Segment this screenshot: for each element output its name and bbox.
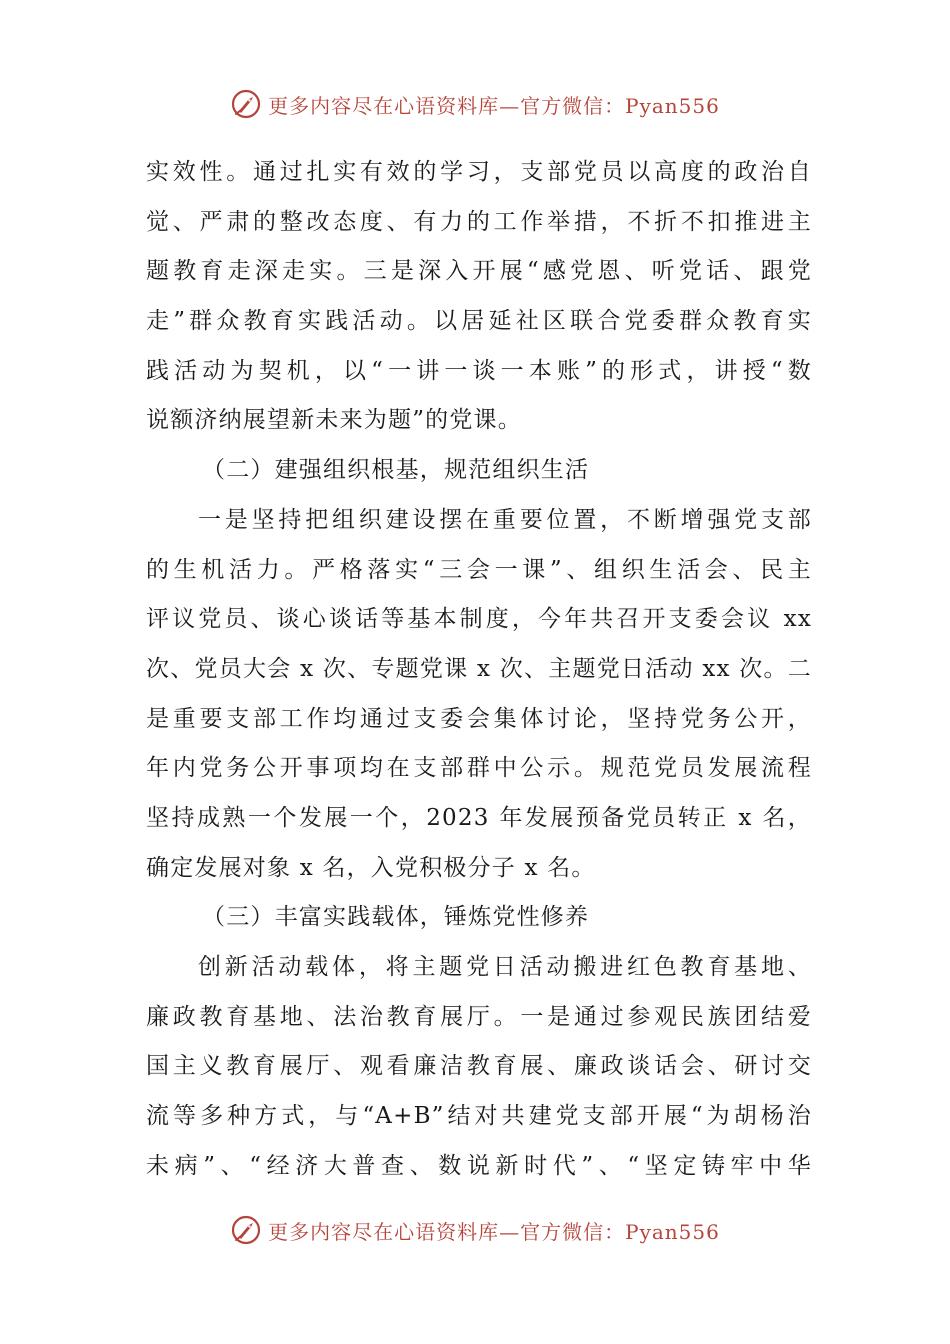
body-line: 确定发展对象 x 名，入党积极分子 x 名。 [146,854,596,881]
body-line: 廉政教育基地、法治教育展厅。一是通过参观民族团结爱 [146,1003,812,1030]
body-line: 流等多种方式，与“A+B”结对共建党支部开展“为胡杨治 [146,1103,812,1130]
body-line: 次、党员大会 x 次、专题党课 x 次、主题党日活动 xx 次。二 [146,655,812,682]
section-heading: （二）建强组织根基，规范组织生活 [202,457,590,484]
fountain-pen-nib-logo-icon [230,1214,262,1246]
body-line: 实效性。通过扎实有效的学习，支部党员以高度的政治自 [146,159,812,185]
body-line: 创新活动载体，将主题党日活动搬进红色教育基地、 [198,954,812,980]
body-line: 年内党务公开事项均在支部群中公示。规范党员发展流程 [146,755,812,782]
document-body [146,148,812,1191]
body-line: 觉、严肃的整改态度、有力的工作举措，不折不扣推进主 [146,208,812,235]
body-line: 题教育走深走实。三是深入开展“感党恩、听党话、跟党 [146,258,812,285]
watermark-text: 更多内容尽在心语资料库—官方微信：Pyan556 [268,1219,720,1244]
watermark-text: 更多内容尽在心语资料库—官方微信：Pyan556 [268,93,720,118]
section-heading: （三）丰富实践载体，锤炼党性修养 [202,904,590,931]
body-line: 践活动为契机，以“一讲一谈一本账”的形式，讲授“数 [146,357,812,384]
body-line: 的生机活力。严格落实“三会一课”、组织生活会、民主 [146,556,812,583]
body-line: 一是坚持把组织建设摆在重要位置，不断增强党支部 [198,506,812,533]
body-line: 评议党员、谈心谈话等基本制度，今年共召开支委会议 xx [146,606,812,633]
body-line: 未病”、“经济大普查、数说新时代”、“坚定铸牢中华 [146,1152,812,1179]
body-line: 说额济纳展望新未来为题”的党课。 [146,407,522,434]
header-watermark [0,84,950,124]
body-line: 国主义教育展厅、观看廉洁教育展、廉政谈话会、研讨交 [146,1053,812,1080]
body-line: 走”群众教育实践活动。以居延社区联合党委群众教育实 [146,308,812,335]
body-line: 是重要支部工作均通过支委会集体讨论，坚持党务公开， [146,705,812,732]
footer-watermark [0,1210,950,1250]
body-line: 坚持成熟一个发展一个，2023 年发展预备党员转正 x 名， [146,804,812,831]
fountain-pen-nib-logo-icon [230,88,262,120]
